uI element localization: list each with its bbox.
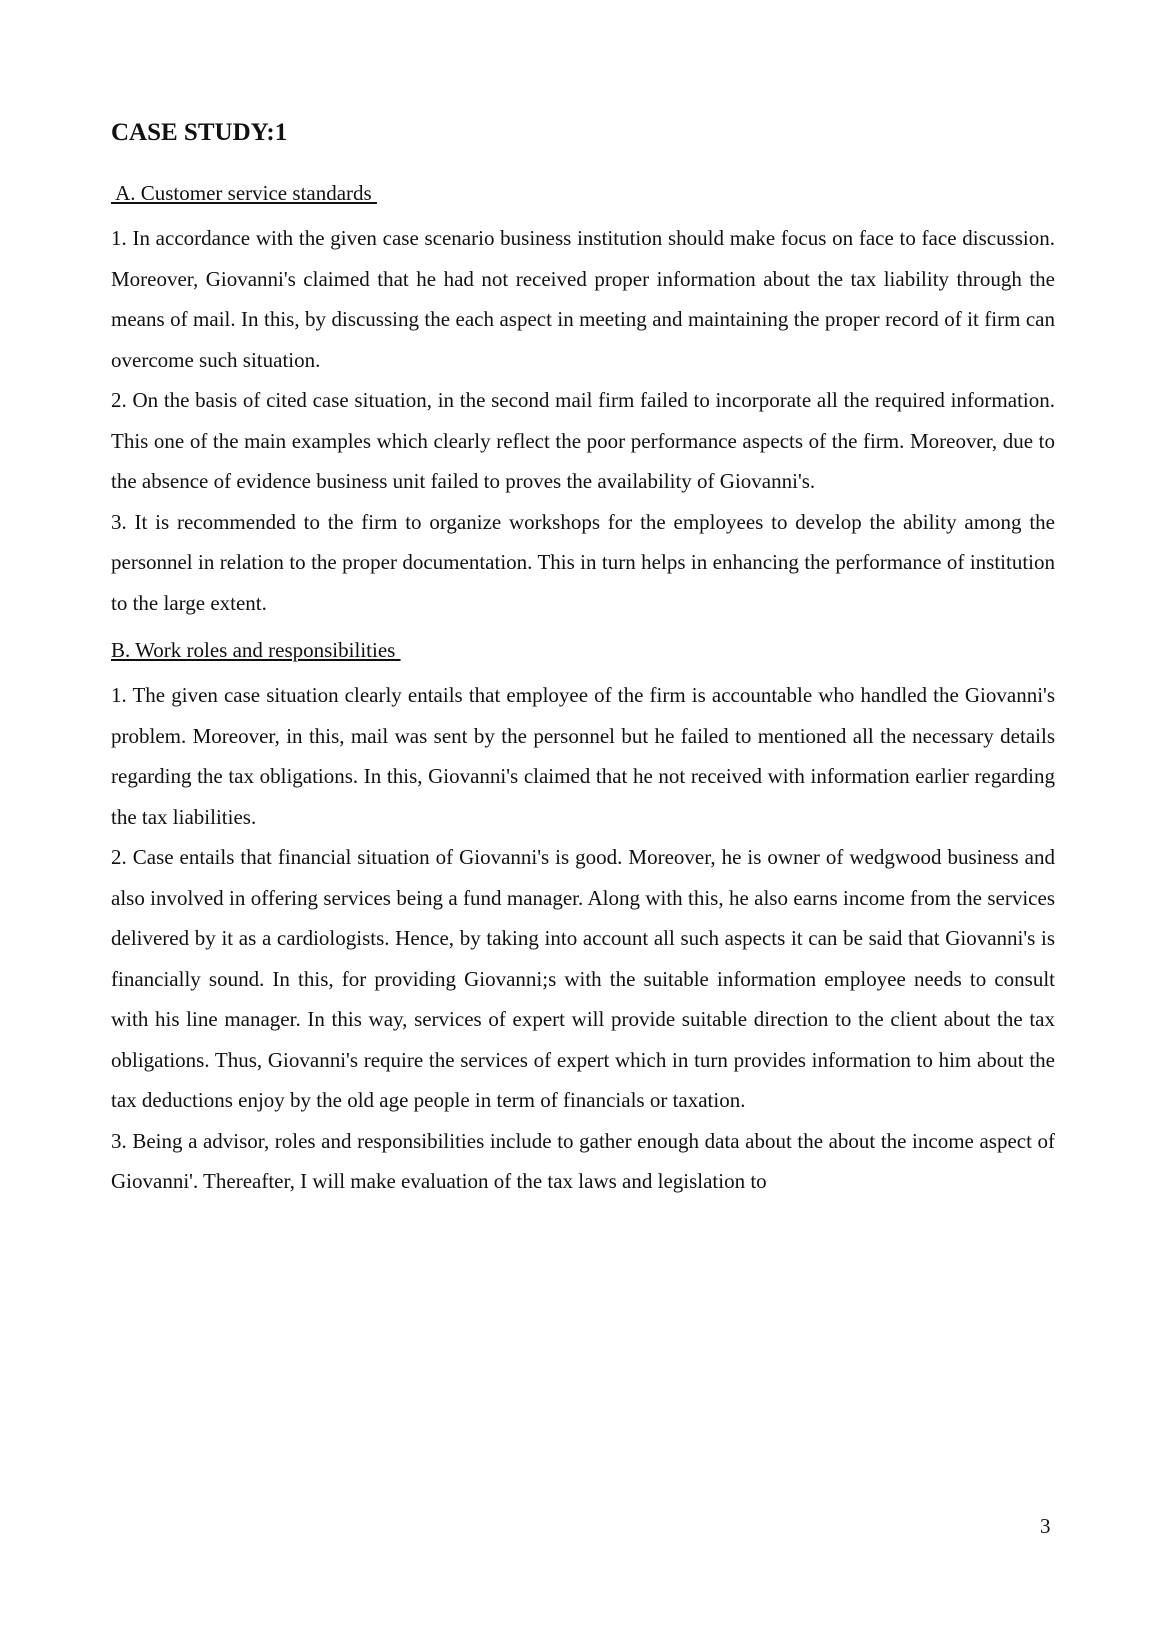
section-customer-service-standards [111,178,1055,623]
paragraph: 2. Case entails that financial situation of Giovanni's is good. Moreover, he is owner of wedgwood business and also involved in offering services being a fund manager. Along with this, he also earns income from the services delivered by it as a cardiologists. Hence, by taking into account all such aspects it can be said that Giovanni's is financially sound. In this, for providing Giovanni;s with the suitable information employee needs to consult with his line manager. In this way, services of expert will provide suitable direction to the client about the tax obligations. Thus, Giovanni's require the services of expert which in turn provides information to him about the tax deductions enjoy by the old age people in term of financials or taxation. [111,845,1055,1112]
document-page [111,118,1055,1202]
paragraph: 1. In accordance with the given case scenario business institution should make focus on face to face discussion. Moreover, Giovanni's claimed that he had not received proper information about the tax liability through the means of mail. In this, by discussing the each aspect in meeting and maintaining the proper record of it firm can overcome such situation. [111,226,1055,372]
paragraph: 1. The given case situation clearly entails that employee of the firm is accountable who handled the Giovanni's problem. Moreover, in this, mail was sent by the personnel but he failed to mentioned all the necessary details regarding the tax obligations. In this, Giovanni's claimed that he not received with information earlier regarding the tax liabilities. [111,683,1055,829]
paragraph: 3. Being a advisor, roles and responsibilities include to gather enough data about the about the income aspect of Giovanni'. Thereafter, I will make evaluation of the tax laws and legislation to [111,1128,1055,1193]
page-number: 3 [1040,1514,1051,1538]
section-work-roles [111,635,1055,1202]
page-title: CASE STUDY:1 [111,119,288,146]
paragraph: 3. It is recommended to the firm to organize workshops for the employees to develop the ability among the personnel in relation to the proper documentation. This in turn helps in enhancing the performance of institution to the large extent. [111,509,1055,615]
section-heading: B. Work roles and responsibilities [111,638,401,662]
section-heading: A. Customer service standards [111,181,377,205]
paragraph: 2. On the basis of cited case situation, in the second mail firm failed to incorporate all the required information. This one of the main examples which clearly reflect the poor performance aspects of the firm. Moreover, due to the absence of evidence business unit failed to proves the availability of Giovanni's. [111,388,1055,493]
section-spacer [111,623,1055,635]
